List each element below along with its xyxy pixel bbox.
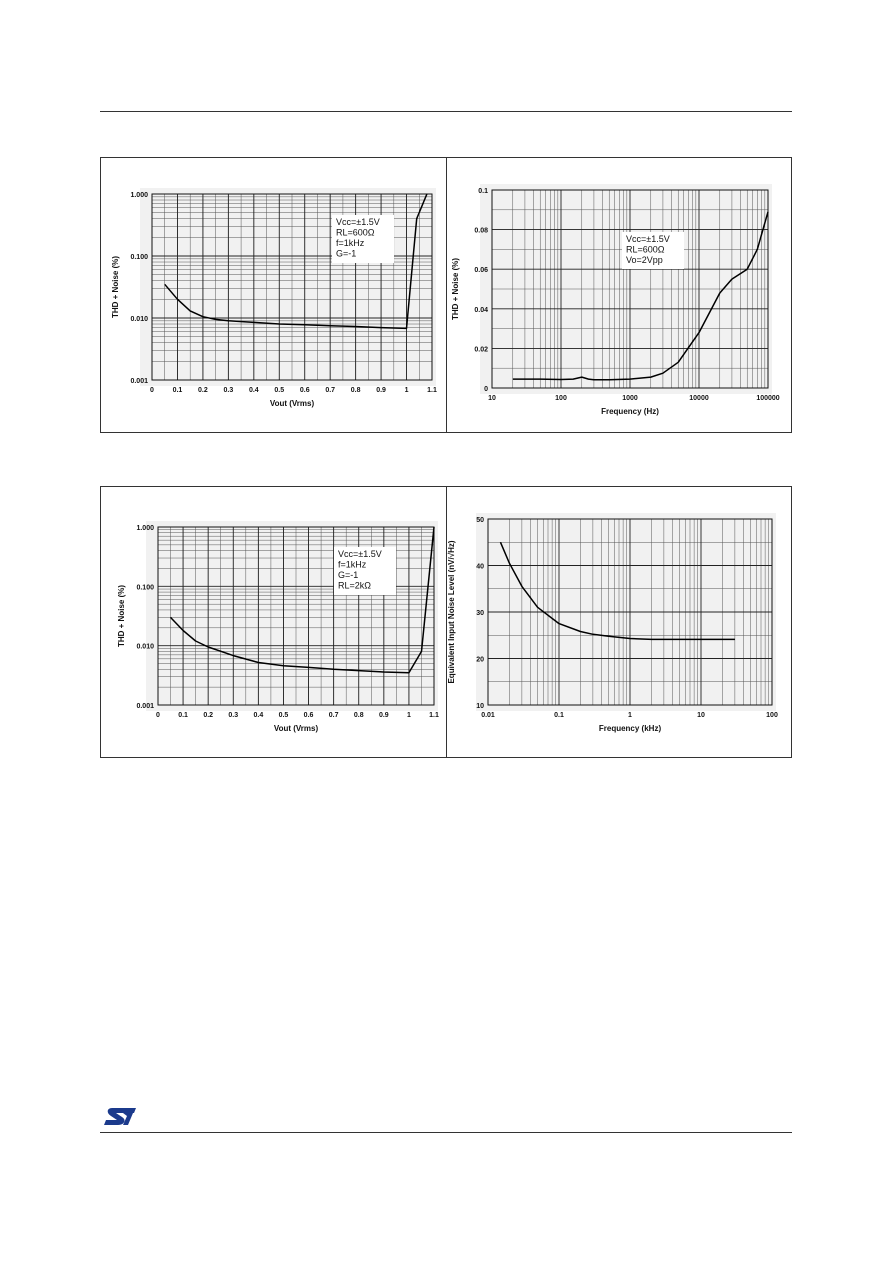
- annotation-line: Vcc=±1.5V: [336, 217, 380, 227]
- x-tick-label: 0.4: [253, 712, 264, 719]
- thd-vs-vout-2kohm-chart: [104, 489, 444, 757]
- y-tick-label: 0.08: [474, 227, 488, 235]
- x-tick-label: 1000: [622, 395, 638, 402]
- x-tick-label: 0.5: [278, 712, 289, 719]
- x-tick-label: 1: [628, 712, 632, 719]
- y-tick-label: 0.010: [130, 316, 148, 323]
- x-tick-label: 0.2: [203, 712, 214, 719]
- x-tick-label: 0.8: [350, 387, 361, 394]
- x-tick-label: 1.1: [427, 387, 437, 394]
- x-tick-label: 0.7: [328, 712, 339, 719]
- x-tick-label: 0.6: [299, 387, 310, 394]
- annotation-line: RL=600Ω: [626, 244, 665, 255]
- x-tick-label: 0.4: [248, 387, 259, 394]
- x-tick-label: 100: [766, 712, 778, 719]
- y-tick-label: 50: [476, 517, 484, 524]
- x-tick-label: 0.9: [378, 712, 389, 719]
- y-tick-label: 0.001: [130, 378, 148, 385]
- x-tick-label: 10000: [689, 395, 709, 402]
- x-tick-label: 100: [555, 395, 567, 402]
- x-tick-label: 0: [156, 712, 160, 719]
- annotation-line: Vo=2Vpp: [626, 255, 663, 265]
- x-axis-label: Vout (Vrms): [269, 399, 315, 408]
- y-tick-label: 0.06: [474, 267, 488, 275]
- x-axis-label: Frequency (Hz): [601, 407, 659, 416]
- x-tick-label: 0.5: [274, 387, 285, 394]
- x-tick-label: 10: [697, 712, 705, 719]
- y-tick-label: 1.000: [136, 525, 154, 532]
- y-tick-label: 0.100: [136, 584, 154, 592]
- y-axis-label: THD + Noise (%): [111, 255, 120, 319]
- y-tick-label: 1.000: [130, 192, 148, 199]
- x-tick-label: 1.1: [429, 712, 439, 719]
- annotation-line: RL=2kΩ: [338, 580, 371, 591]
- y-tick-label: 20: [476, 656, 484, 664]
- x-tick-label: 0.9: [376, 387, 386, 394]
- x-tick-label: 0.1: [554, 712, 564, 719]
- x-tick-label: 0: [150, 387, 154, 394]
- x-tick-label: 0.1: [178, 712, 188, 719]
- annotation-line: Vcc=±1.5V: [338, 549, 382, 559]
- annotation-line: G=-1: [336, 248, 357, 259]
- y-tick-label: 0.010: [136, 643, 154, 651]
- annotation-line: f=1kHz: [336, 238, 365, 248]
- st-logo-icon: [100, 1104, 140, 1128]
- header-rule: [100, 111, 792, 112]
- y-tick-label: 0.100: [130, 254, 148, 261]
- annotation-line: Vcc=±1.5V: [626, 234, 670, 244]
- y-tick-label: 0.1: [478, 188, 488, 195]
- y-tick-label: 0: [484, 386, 488, 393]
- thd-vs-vout-600ohm-chart: [104, 160, 444, 432]
- x-tick-label: 0.01: [481, 712, 495, 719]
- thd-vs-frequency-chart: [450, 160, 790, 432]
- y-tick-label: 10: [476, 703, 484, 710]
- annotation-line: f=1kHz: [338, 559, 367, 570]
- y-axis-label: THD + Noise (%): [451, 257, 460, 321]
- x-tick-label: 100000: [756, 395, 780, 402]
- y-axis-label: THD + Noise (%): [117, 584, 126, 648]
- annotation-line: RL=600Ω: [336, 227, 375, 238]
- x-tick-label: 0.2: [198, 387, 208, 394]
- input-noise-vs-frequency-chart: [447, 489, 790, 757]
- y-tick-label: 40: [476, 563, 484, 571]
- x-tick-label: 1: [404, 387, 409, 394]
- x-axis-label: Frequency (kHz): [598, 724, 662, 733]
- x-tick-label: 10: [488, 395, 496, 402]
- y-tick-label: 30: [476, 610, 484, 617]
- x-tick-label: 0.1: [172, 387, 183, 394]
- x-tick-label: 0.7: [325, 387, 336, 394]
- y-tick-label: 0.001: [136, 703, 154, 710]
- y-tick-label: 0.04: [474, 306, 488, 314]
- annotation-line: G=-1: [338, 570, 359, 580]
- x-tick-label: 0.8: [353, 712, 364, 719]
- y-axis-label: Equivalent Input Noise Level (nV/√Hz): [447, 540, 456, 684]
- footer-rule: [100, 1132, 792, 1133]
- x-axis-label: Vout (Vrms): [273, 724, 319, 733]
- x-tick-label: 0.3: [223, 387, 234, 394]
- x-tick-label: 1: [406, 712, 411, 719]
- x-tick-label: 0.3: [228, 712, 239, 719]
- x-tick-label: 0.6: [303, 712, 314, 719]
- panel-divider-top: [446, 157, 447, 433]
- y-tick-label: 0.02: [474, 346, 488, 354]
